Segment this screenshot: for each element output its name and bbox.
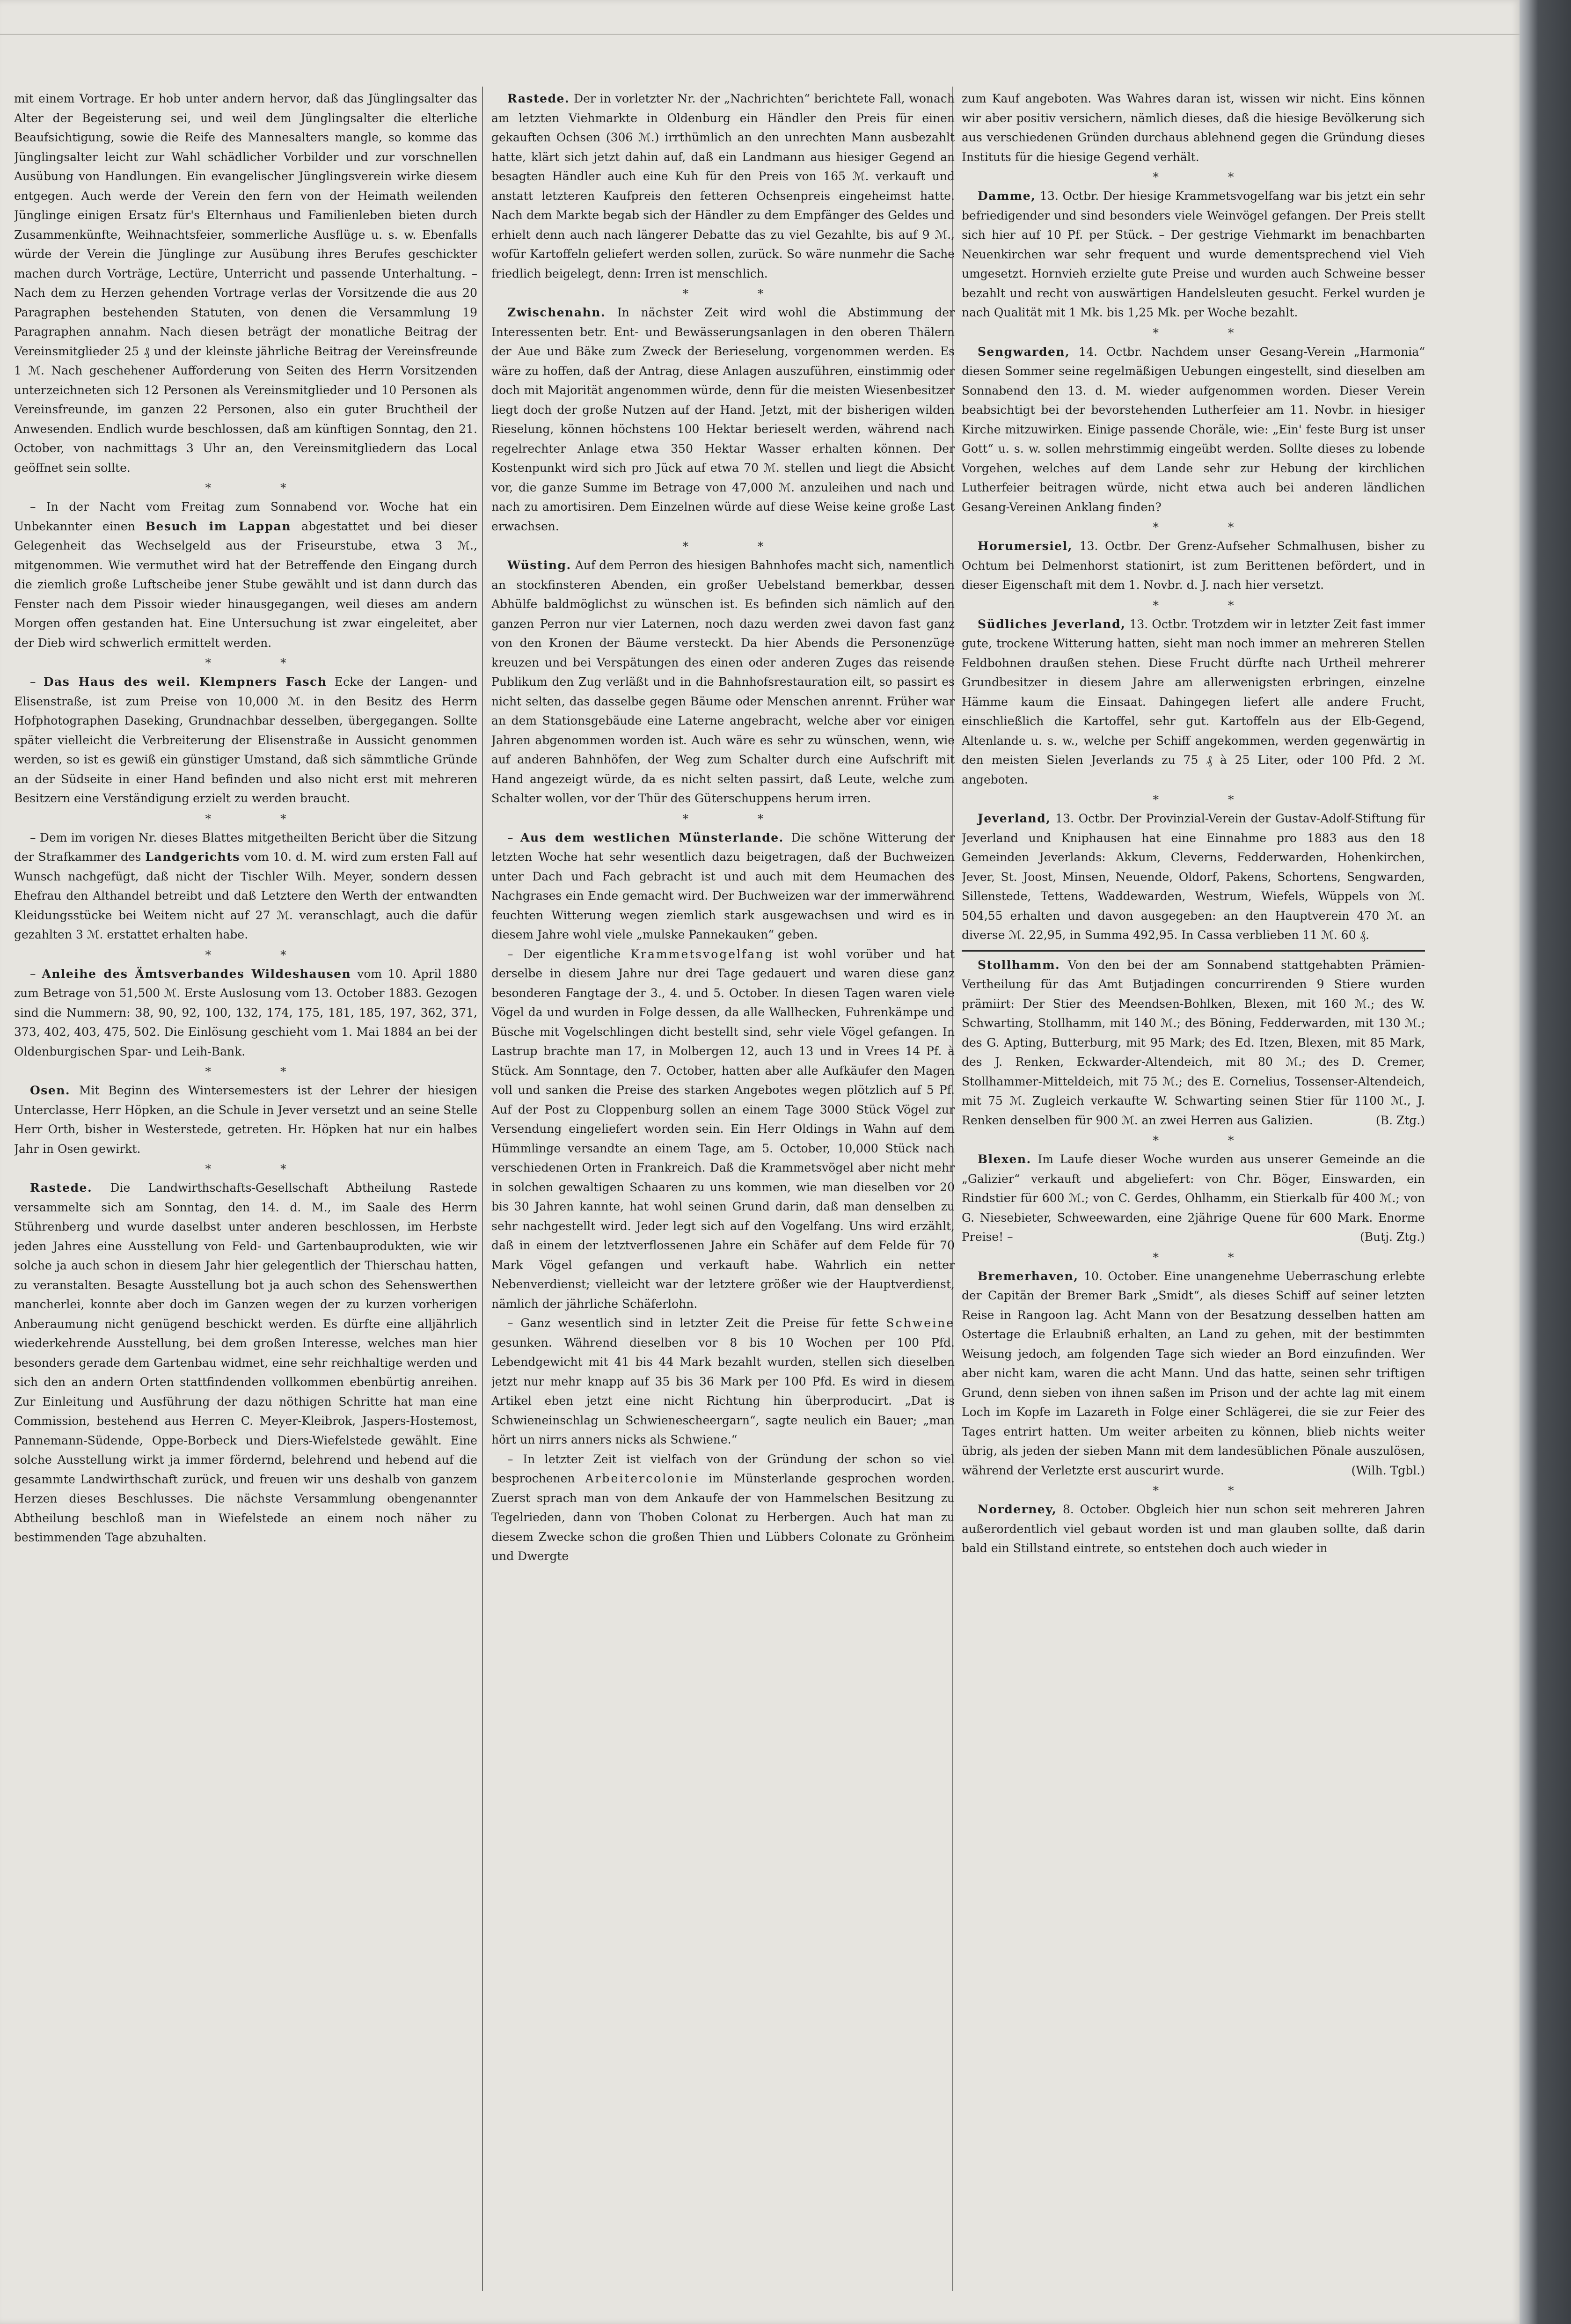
article-headline: Norderney,: [978, 1503, 1057, 1516]
article-headline: Besuch im Lappan: [145, 519, 292, 533]
article-anleihe-wildeshausen: – Anleihe des Ämtsverbandes Wildeshausen vom 10. April 1880 zum Betrage von 51,500 ℳ. Erste Auslosung vom 13. October 1883. Gezogen sind die Nummern: 38, 90, 92, 100, 132, 174, 175, 181, 185, 197, 362, 371, 373, 402, 403, 475, 502. Die Einlösung geschieht vom 1. Mai 1884 an bei der Oldenburgischen Spar- und Leih-Bank.: [14, 967, 477, 1058]
article-headline: Das Haus des weil. Klempners Fasch: [43, 675, 327, 689]
article-sengwarden: [962, 342, 1425, 517]
article-haus-klempner-fasch: – Das Haus des weil. Klempners Fasch Ecke der Langen- und Elisenstraße, ist zum Preise von 10,000 ℳ. in den Besitz des Herrn Hofphotographen Daseking, Grundnachbar desselben, übergegangen. Sollte später vielleicht die Verbreiterung der Elisenstraße in Aussicht genommen werden, so ist es gewiß ein günstiger Umstand, daß sich sämmtliche Gründe an der Südseite in einer Hand befinden und also nicht erst mit mehreren Besitzern eine Verständigung erzielt zu werden braucht.: [14, 675, 477, 805]
article-text: im Münsterlande gesprochen worden. Zuerst sprach man von dem Ankaufe der von Hammelschen Besitzung zu Tegelrieden, dann von Thoben Colonat zu Herbergen. Auch hat man zu diesem Zwecke schon die großen Thien und Lübbers Colonate zu Grönheim und Dwergte: [491, 1472, 955, 1563]
article-suedliches-jeverland: [962, 615, 1425, 790]
article-headline: Anleihe des Ämtsverbandes Wildeshausen: [42, 967, 351, 981]
article-text: 14. Octbr. Nachdem unser Gesang-Verein „Harmonia“ diesen Sommer seine regelmäßigen Uebungen eingestellt, sind dieselben am Sonnabend den 13. d. M. wieder aufgenommen worden. Dieser Verein beabsichtigt bei der bevorstehenden Lutherfeier am 11. Novbr. in hiesiger Kirche mitzuwirken. Einige passende Choräle, wie: „Ein' feste Burg ist unser Gott“ u. s. w. sollen mehrstimmig eingeübt werden. Sollte dieses zu lobende Vorgehen, welches auf dem Lande sehr zur Hebung der kirchlichen Lutherfeier beitragen würde, nicht etwa auch bei anderen ländlichen Gesang-Vereinen Anklang finden?: [962, 345, 1425, 514]
column-rule-1: [482, 87, 483, 2291]
article-text: In nächster Zeit wird wohl die Abstimmung der Interessenten betr. Ent- und Bewässerungsanlagen in den oberen Thälern der Aue und Bäke zum Zweck der Berieselung, vorgenommen werden. Es wäre zu hoffen, daß der Antrag, diese Anlagen auszuführen, einstimmig oder doch mit Majorität angenommen würde, denn für die meisten Wiesenbesitzer liegt doch der große Nutzen auf der Hand. Jetzt, mit der bisherigen wilden Rieselung, können höchstens 100 Hektar berieselt werden, während nach regelrechter Anlage etwa 350 Hektar Wasser erhalten können. Der Kostenpunkt wird sich pro Jück auf etwa 70 ℳ. stellen und liegt die Absicht vor, die ganze Summe im Betrage von 47,000 ℳ. anzuleihen und nach und nach zu amortisiren. Dem Einzelnen würde auf diese Weise keine große Last erwachsen.: [491, 306, 955, 533]
top-edge-rule: [0, 34, 1521, 35]
article-text: ist wohl vorüber und hat derselbe in diesem Jahre nur drei Tage gedauert und waren diese ganz besonderen Fangtage der 3., 4. und 5. October. In diesen Tagen waren viele Vögel da und wurden in Folge dessen, da alle Wallhecken, Fuhrenkämpe und Büsche mit Vogelschlingen dicht bestellt sind, sehr viele Vögel gefangen. In Lastrup brachte man 17, in Molbergen 12, auch 13 und in Vrees 14 Pf. à Stück. Am Sonntage, den 7. October, hatten aber alle Aufkäufer den Magen voll und sanken die Preise des starken Angebotes wegen plötzlich auf 5 Pf. Auf der Post zu Cloppenburg sollen an einem Tage 3000 Stück Vögel zur Versendung eingeliefert worden sein. Ein Herr Oldings in Wahn auf dem Hümmlinge versandte an einem Tage, am 5. October, 10,000 Stück nach verschiedenen Orten in Frankreich. Daß die Krammetsvögel aber nicht mehr in solchen gewaltigen Schaaren zu uns kommen, wie man dieselben vor 20 bis 30 Jahren kannte, hat wohl seinen Grund darin, daß man denselben zu sehr nachgestellt wird. Jeder legt sich auf den Vogelfang. Uns wird erzählt, daß in einem der letztverflossenen Jahre ein Schäfer auf dem Felde für 70 Mark Vögel gefangen und verkauft habe. Wahrlich ein netter Nebenverdienst; vielleicht war der letztere größer wie der Hauptverdienst, nämlich der jährliche Schäferlohn.: [491, 947, 955, 1311]
column-3: [962, 89, 1425, 2289]
article-text: zum Kauf angeboten. Was Wahres daran ist, wissen wir nicht. Eins können wir aber positiv versichern, nämlich dieses, daß die hiesige Bevölkerung sich aus verschiedenen Gründen durchaus ablehnend gegen die Gründung dieses Instituts für die hiesige Gegend verhält.: [962, 92, 1425, 164]
source-citation: (Wilh. Tgbl.): [1351, 1463, 1425, 1477]
article-headline: Landgerichts: [145, 850, 240, 864]
section-separator: * *: [205, 481, 319, 495]
article-text: 10. October. Eine unangenehme Ueberraschung erlebte der Capitän der Bremer Bark „Smidt“, als dieses Schiff auf seiner letzten Reise in Rangoon lag. Acht Mann von der Besatzung desselben hatten am Ostertage die Erlaubniß erhalten, an Land zu gehen, mit der bestimmten Weisung jedoch, am folgenden Tage sich wieder an Bord einzufinden. Wer aber nicht kam, waren die acht Mann. Und das hatte, seinen sehr triftigen Grund, denn sieben von ihnen saßen im Prison und der achte lag mit einem Loch im Kopfe im Lazareth in Folge einer Schlägerei, die sie zur Feier des Tages entrirt hatten. Um weiter arbeiten zu können, blieb nichts weiter übrig, als jeden der sieben Mann mit dem landesüblichen Pönale auszulösen, während der Verletzte erst auscurirt wurde.: [962, 1269, 1425, 1477]
article-rastede-ausstellung: [14, 1178, 477, 1547]
article-headline: Stollhamm.: [978, 958, 1060, 972]
spaced-keyword: Arbeitercolonie: [585, 1472, 699, 1485]
article-text: mit einem Vortrage. Er hob unter andern hervor, daß das Jünglingsalter das Alter der Begeisterung sei, und weil dem Jünglingsalter die elterliche Beaufsichtigung, sowie die Reife des Mannesalters mangle, so komme das Jünglingsalter leicht zur Wahl schädlicher Vorbilder und zur vorschnellen Ausübung von Handlungen. Ein evangelischer Jünglingsverein wirke diesem entgegen. Auch werde der Verein den fern von der Heimath weilenden Jünglinge einigen Ersatz für's Elternhaus und Familienleben bieten durch Zusammenkünfte, Weihnachtsfeier, sommerliche Ausflüge u. s. w. Ebenfalls würde der Verein die Jünglinge zur Ausübung ihres Berufes geschickter machen durch Vorträge, Lectüre, Unterricht und passende Unterhaltung. – Nach dem zu Herzen gehenden Vortrage verlas der Vorsitzende die aus 20 Paragraphen bestehenden Statuten, von denen die Versammlung 19 Paragraphen annahm. Nach diesen beträgt der monatliche Beitrag der Vereinsmitglieder 25 ₰ und der kleinste jährliche Beitrag der Vereinsfreunde 1 ℳ. Nach geschehener Aufforderung von Seiten des Herrn Vorsitzenden unterzeichneten sich 12 Personen als Vereinsmitglieder und 10 Personen als Vereinsfreunde, im ganzen 22 Personen, also ein guter Bruchtheil der Anwesenden. Endlich wurde beschlossen, daß am künftigen Sonntag, den 21. October, von nachmittags 3 Uhr an, den Vereinsmitgliedern das Local geöffnet sein sollte.: [14, 92, 477, 475]
scanner-edge: [1520, 0, 1571, 2324]
section-separator: * *: [205, 1065, 319, 1078]
article-muensterlande: – Aus dem westlichen Münsterlande. Die schöne Witterung der letzten Woche hat sehr wesentlich dazu beigetragen, daß der Buchweizen unter Dach und Fach gebracht ist und auch mit dem Heumachen des Nachgrases ein Ende gemacht wird. Der Buchweizen war der immerwährend feuchten Witterung wegen ziemlich stark ausgewachsen und wird es in diesem Jahre wohl viele „mulske Pannekauken“ geben. – Der eigentliche Krammetsvogelfang ist wohl vorüber und hat derselbe in diesem Jahre nur drei Tage gedauert und waren diese ganz besonderen Fangtage der 3., 4. und 5. October. In diesen Tagen waren viele Vögel da und wurden in Folge dessen, da alle Wallhecken, Fuhrenkämpe und Büsche mit Vogelschlingen dicht bestellt sind, sehr viele Vögel gefangen. In Lastrup brachte man 17, in Molbergen 12, auch 13 und in Vrees 14 Pf. à Stück. Am Sonntage, den 7. October, hatten aber alle Aufkäufer den Magen voll und sanken die Preise des starken Angebotes wegen plötzlich auf 5 Pf. Auf der Post zu Cloppenburg sollen an einem Tage 3000 Stück Vögel zur Versendung eingeliefert worden sein. Ein Herr Oldings in Wahn auf dem Hümmlinge versandte an einem Tage, am 5. October, 10,000 Stück nach verschiedenen Orten in Frankreich. Daß die Krammetsvögel aber nicht mehr in solchen gewaltigen Schaaren zu uns kommen, wie man dieselben vor 20 bis 30 Jahren kannte, hat wohl seinen Grund darin, daß man denselben zu sehr nachgestellt wird. Jeder legt sich auf den Vogelfang. Uns wird erzählt, daß in einem der letztverflossenen Jahre ein Schäfer auf dem Felde für 70 Mark Vögel gefangen und verkauft habe. Wahrlich ein netter Nebenverdienst; vielleicht war der letztere größer wie der Hauptverdienst, nämlich der jährliche Schäferlohn. – Ganz wesentlich sind in letzter Zeit die Preise für fette Schweine gesunken. Während dieselben vor 8 bis 10 Wochen per 100 Pfd. Lebendgewicht mit 41 bis 44 Mark bezahlt wurden, stellen sich dieselben jetzt nur mehr knapp auf 35 bis 36 Mark per 100 Pfd. Es wird in diesem Artikel eben jetzt eine nicht Richtung hin überproducirt. „Dat is Schwieneinschlag un Schwienescheergarn“, sagte neulich ein Bauer; „man hört un nirrs anners nicks als Schwiene.“ – In letzter Zeit ist vielfach von der Gründung der schon so viel besprochenen Arbeitercolonie im Münsterlande gesprochen worden. Zuerst sprach man von dem Ankaufe der von Hammelschen Besitzung zu Tegelrieden, dann von Thoben Colonat zu Herbergen. Auch hat man zu diesem Zwecke schon die großen Thien und Lübbers Colonate zu Grönheim und Dwergte: [491, 830, 955, 1563]
article-text: vom 10. April 1880 zum Betrage von 51,500 ℳ. Erste Auslosung vom 13. October 1883. Gezogen sind die Nummern: 38, 90, 92, 100, 132, 174, 175, 181, 185, 197, 362, 371, 373, 402, 403, 475, 502. Die Einlösung geschieht vom 1. Mai 1884 an bei der Oldenburgischen Spar- und Leih-Bank.: [14, 967, 477, 1058]
section-separator: * *: [682, 540, 796, 553]
article-headline: Rastede.: [507, 92, 570, 105]
article-text: 8. October. Obgleich hier nun schon seit mehreren Jahren außerordentlich viel gebaut worden ist und man glauben sollte, daß darin bald ein Stillstand eintrete, so entstehen doch auch wieder in: [962, 1503, 1425, 1555]
section-separator: * *: [682, 812, 796, 826]
article-headline: Wüsting.: [507, 558, 571, 572]
section-separator: * *: [1153, 1484, 1267, 1497]
article-blexen: [962, 1150, 1425, 1247]
column-2: [491, 89, 955, 2289]
section-separator: * *: [205, 948, 319, 962]
article-text: Auf dem Perron des hiesigen Bahnhofes macht sich, namentlich an stockfinsteren Abenden, ein großer Uebelstand bemerkbar, dessen Abhülfe baldmöglichst zu wünschen ist. Es befinden sich nämlich auf den ganzen Perron nur vier Laternen, noch dazu werden zwei davon fast ganz von den Kronen der Bäume versteckt. Da hier Abends die Personenzüge kreuzen und bei Verspätungen des einen oder anderen Zuges das reisende Publikum den Zug verläßt und in die Bahnhofsrestauration eilt, so passirt es nicht selten, das dasselbe gegen Bäume oder Menschen anrennt. Früher war an dem Stationsgebäude eine Laterne angebracht, welche aber vor einigen Jahren abgenommen worden ist. Auch wäre es sehr zu wünschen, wenn, wie auf anderen Bahnhöfen, der Weg zum Schalter durch eine Aufschrift mit Hand angezeigt würde, da es nicht selten passirt, daß Leute, welche zum Schalter wollen, vor der Thür des Güterschuppens herum irren.: [491, 558, 955, 805]
article-headline: Bremerhaven,: [978, 1269, 1079, 1283]
article-damme: [962, 186, 1425, 323]
article-jeverland: [962, 809, 1425, 945]
article-text: Die Landwirthschafts-Gesellschaft Abtheilung Rastede versammelte sich am Sonntag, den 14. d. M., im Saale des Herrn Stührenberg und wurde daselbst unter anderen beschlossen, im Herbste jeden Jahres eine Ausstellung von Feld- und Gartenbauprodukten, wie wir solche ja auch schon in diesem Jahr hier gelegentlich der Thierschau hatten, zu veranstalten. Besagte Ausstellung bot ja auch schon des Sehenswerthen mancherlei, konnte aber doch im Ganzen wegen der zu kurzen vorherigen Anberaumung nicht genügend beschickt werden. Es dürfte eine alljährlich wiederkehrende Ausstellung, bei dem großen Interesse, welches man hier besonders gerade dem Gartenbau widmet, eine sehr reichhaltige werden und sich den an andern Orten stattfindenden vollkommen ebenbürtig anreihen. Zur Einleitung und Ausführung der dazu nöthigen Schritte hat man eine Commission, bestehend aus Herren C. Meyer-Kleibrok, Jaspers-Hostemost, Pannemann-Südende, Oppe-Borbeck und Diers-Wiefelstede gewählt. Eine solche Ausstellung wirkt ja immer fördernd, belehrend und hebend auf die gesammte Landwirthschaft zurück, und freuen wir uns deshalb von ganzem Herzen dieses Beschlusses. Die nächste Versammlung obengenannter Abtheilung beschloß man in Wiefelstede an einem noch näher zu bestimmenden Tage abzuhalten.: [14, 1181, 477, 1544]
article-text: vom 10. d. M. wird zum ersten Fall auf Wunsch nachgefügt, daß nicht der Tischler Wilh. Meyer, sondern dessen Ehefrau den Althandel betreibt und daß Letztere den Werth der entwandten Kleidungsstücke bei Weitem nicht auf 27 ℳ. veranschlagt, auch die dafür gezahlten 3 ℳ. erstattet erhalten habe.: [14, 850, 477, 941]
article-headline: Rastede.: [30, 1181, 93, 1195]
article-rastede-viehmarkt: [491, 89, 955, 283]
section-separator: * *: [1153, 793, 1267, 806]
article-continuation: [962, 89, 1425, 167]
section-separator: * *: [1153, 521, 1267, 534]
source-citation: (B. Ztg.): [1375, 1113, 1425, 1127]
article-text: 13. Octbr. Der Grenz-Aufseher Schmalhusen, bisher zu Ochtum bei Delmenhorst stationirt, ist zum Berittenen befördert, und in dieser Eigenschaft mit dem 1. Novbr. d. J. nach hier versetzt.: [962, 539, 1425, 592]
section-separator: * *: [205, 1162, 319, 1176]
section-separator: * *: [205, 656, 319, 670]
column-1: [14, 89, 477, 2289]
article-bremerhaven: [962, 1267, 1425, 1481]
source-citation: (Butj. Ztg.): [1359, 1230, 1425, 1244]
article-text: Von den bei der am Sonnabend stattgehabten Prämien-Vertheilung für das Amt Butjadingen concurrirenden 9 Stiere wurden prämiirt: Der Stier des Meendsen-Bohlken, Blexen, mit 160 ℳ.; des W. Schwarting, Stollhamm, mit 140 ℳ.; des Böning, Fedderwarden, mit 130 ℳ.; des G. Apting, Butterburg, mit 95 Mark; des Ed. Itzen, Blexen, mit 85 Mark, des J. Renken, Eckwarder-Altendeich, mit 80 ℳ.; des D. Cremer, Stollhammer-Mitteldeich, mit 75 ℳ.; des E. Cornelius, Tossenser-Altendeich, mit 75 ℳ. Zugleich verkaufte W. Schwarting seinen Stier für 1100 ℳ., J. Renken denselben für 900 ℳ. an zwei Herren aus Galizien.: [962, 958, 1425, 1127]
article-landgericht: – Dem im vorigen Nr. dieses Blattes mitgetheilten Bericht über die Sitzung der Strafkammer des Landgerichts vom 10. d. M. wird zum ersten Fall auf Wunsch nachgefügt, daß nicht der Tischler Wilh. Meyer, sondern dessen Ehefrau den Althandel betreibt und daß Letztere den Werth der entwandten Kleidungsstücke bei Weitem nicht auf 27 ℳ. veranschlagt, auch die dafür gezahlten 3 ℳ. erstattet erhalten habe.: [14, 830, 477, 941]
article-text: gesunken. Während dieselben vor 8 bis 10 Wochen per 100 Pfd. Lebendgewicht mit 41 bis 44 Mark bezahlt wurden, stellen sich dieselben jetzt nur mehr knapp auf 35 bis 36 Mark per 100 Pfd. Es wird in diesem Artikel eben jetzt eine nicht Richtung hin überproducirt. „Dat is Schwieneinschlag un Schwienescheergarn“, sagte neulich ein Bauer; „man hört un nirrs anners nicks als Schwiene.“: [491, 1335, 955, 1446]
article-text: 13. Octbr. Der Provinzial-Verein der Gustav-Adolf-Stiftung für Jeverland und Kniphausen hat eine Einnahme pro 1883 aus den 18 Gemeinden Jeverlands: Akkum, Cleverns, Fedderwarden, Hohenkirchen, Jever, St. Joost, Minsen, Neuende, Oldorf, Pakens, Schortens, Sengwarden, Sillenstede, Tettens, Waddewarden, Westrum, Wiefels, Wüppels von ℳ. 504,55 erhalten und davon ausgegeben: an den Hauptverein 470 ℳ. an diverse ℳ. 22,95, in Summa 492,95. In Cassa verblieben 11 ℳ. 60 ₰.: [962, 812, 1425, 942]
section-separator: * *: [1153, 598, 1267, 612]
article-horumersiel: [962, 536, 1425, 595]
article-juenglingsverein: [14, 89, 477, 477]
article-osen: [14, 1081, 477, 1158]
section-rule: [962, 950, 1425, 952]
article-headline: Osen.: [30, 1084, 71, 1097]
article-headline: Zwischenahn.: [507, 306, 606, 319]
spaced-keyword: Krammetsvogelfang: [630, 947, 774, 961]
article-norderney: [962, 1500, 1425, 1558]
article-headline: Damme,: [978, 189, 1036, 203]
article-text: Der in vorletzter Nr. der „Nachrichten“ berichtete Fall, wonach am letzten Viehmarkte in Oldenburg ein Händler den Preis für einen gekauften Ochsen (306 ℳ.) irrthümlich an den unrechten Mann ausbezahlt hatte, klärt sich jetzt dahin auf, daß ein Landmann aus hiesiger Gegend an besagten Händler auch eine Kuh für den Preis von 165 ℳ. verkauft und anstatt letzteren Kaufpreis den fetteren Ochsenpreis eingeheimst hatte. Nach dem Markte begab sich der Händler zu dem Empfänger des Geldes und erhielt denn auch nach längerer Debatte das zu viel Gezahlte, bis auf 9 ℳ., wofür Kartoffeln geliefert werden sollen, zurück. So wäre nunmehr die Sache friedlich beigelegt, denn: Irren ist menschlich.: [491, 92, 955, 280]
article-headline: Aus dem westlichen Münsterlande.: [520, 830, 784, 844]
section-separator: * *: [682, 287, 796, 301]
article-text: Die schöne Witterung der letzten Woche hat sehr wesentlich dazu beigetragen, daß der Buchweizen unter Dach und Fach gebracht ist und auch mit dem Heumachen des Nachgrases ein Ende gemacht wird. Der Buchweizen war der immerwährend feuchten Witterung wegen ziemlich stark ausgewachsen und wird es in diesem Jahre wohl viele „mulske Pannekauken“ geben.: [491, 830, 955, 941]
section-separator: * *: [1153, 1250, 1267, 1264]
article-besuch-im-lappan: – In der Nacht vom Freitag zum Sonnabend vor. Woche hat ein Unbekannter einen Besuch im Lappan abgestattet und bei dieser Gelegenheit das Wechselgeld aus der Friseurstube, etwa 3 ℳ., mitgenommen. Wie vermuthet wird hat der Betreffende den Eingang durch die ziemlich große Luftscheibe jener Stube gewählt und ist dann durch das Fenster nach dem Pissoir wieder hinausgegangen, weil dieses am andern Morgen offen gestanden hat. Eine Untersuchung ist zwar eingeleitet, aber der Dieb wird schwerlich ermittelt werden.: [14, 500, 477, 650]
article-text: 13. Octbr. Der hiesige Krammetsvogelfang war bis jetzt ein sehr befriedigender und sind besonders viele Weinvögel gefangen. Der Preis stellt sich hier auf 10 Pf. per Stück. – Der gestrige Viehmarkt im benachbarten Neuenkirchen war sehr frequent und wurde dementsprechend viel Vieh umgesetzt. Hornvieh erzielte gute Preise und wurden auch Schweine besser bezahlt und recht von auswärtigen Handelsleuten gesucht. Ferkel wurden je nach Qualität mit 1 Mk. bis 1,25 Mk. per Woche bezahlt.: [962, 189, 1425, 319]
article-zwischenahn: [491, 303, 955, 536]
section-separator: * *: [1153, 326, 1267, 340]
article-stollhamm: [962, 955, 1425, 1130]
article-text: Ecke der Langen- und Elisenstraße, ist zum Preise von 10,000 ℳ. in den Besitz des Herrn Hofphotographen Daseking, Grundnachbar desselben, übergegangen. Sollte später vielleicht die Verbreiterung der Elisenstraße in Aussicht genommen werden, so ist es gewiß ein günstiger Umstand, daß sich sämmtliche Gründe an der Südseite in einer Hand befinden und also nicht erst mit mehreren Besitzern eine Verständigung erzielt zu werden braucht.: [14, 675, 477, 805]
article-text: abgestattet und bei dieser Gelegenheit das Wechselgeld aus der Friseurstube, etwa 3 ℳ., mitgenommen. Wie vermuthet wird hat der Betreffende den Eingang durch die ziemlich große Luftscheibe jener Stube gewählt und ist dann durch das Fenster nach dem Pissoir wieder hinausgegangen, weil dieses am andern Morgen offen gestanden hat. Eine Untersuchung ist zwar eingeleitet, aber der Dieb wird schwerlich ermittelt werden.: [14, 519, 477, 650]
article-headline: Blexen.: [978, 1152, 1031, 1166]
spaced-keyword: Schweine: [886, 1316, 955, 1330]
article-text: 13. Octbr. Trotzdem wir in letzter Zeit fast immer gute, trockene Witterung hatten, sieht man noch immer an mehreren Stellen Feldbohnen draußen stehen. Diese Frucht dürfte nach Urtheil mehrerer Grundbesitzer in diesem Jahre am allerwenigsten erbringen, einzelne Hämme kaum die Einsaat. Dahingegen liefert alle andere Frucht, einschließlich die Kartoffel, sehr gut. Kartoffeln aus der Elb-Gegend, Altenlande u. s. w., welche per Schiff angekommen, werden gegenwärtig in den meisten Sielen Jeverlands zu 75 ₰ à 25 Liter, oder 100 Pfd. 2 ℳ. angeboten.: [962, 617, 1425, 786]
article-headline: Jeverland,: [978, 812, 1051, 825]
article-headline: Südliches Jeverland,: [978, 617, 1126, 631]
article-headline: Horumersiel,: [978, 539, 1073, 553]
section-separator: * *: [205, 812, 319, 826]
section-separator: * *: [1153, 1134, 1267, 1147]
article-text: Mit Beginn des Wintersemesters ist der Lehrer der hiesigen Unterclasse, Herr Höpken, an die Schule in Jever versetzt und an seine Stelle Herr Orth, bisher in Westerstede, getreten. Hr. Höpken hat nur ein halbes Jahr in Osen gewirkt.: [14, 1084, 477, 1156]
section-separator: * *: [1153, 170, 1267, 184]
article-wuesting: [491, 556, 955, 808]
article-text: Im Laufe dieser Woche wurden aus unserer Gemeinde an die „Galizier“ verkauft und abgeliefert: von Chr. Böger, Einswarden, ein Rindstier für 600 ℳ.; von C. Gerdes, Ohlhamm, ein Stierkalb für 400 ℳ.; von G. Niesebieter, Schweewarden, eine 2jährige Quene für 600 Mark. Enorme Preise! –: [962, 1152, 1425, 1244]
article-headline: Sengwarden,: [978, 345, 1070, 359]
